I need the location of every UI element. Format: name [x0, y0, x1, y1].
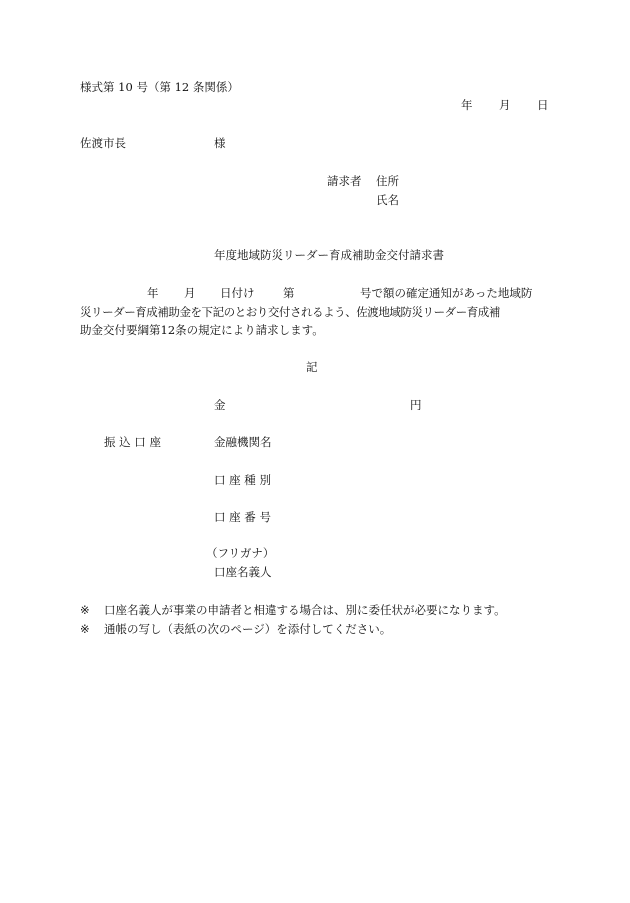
- addressee-honorific: 様: [214, 136, 226, 150]
- body-line1-suffix: 号で額の確定通知があった地域防: [360, 286, 533, 300]
- date-day-label: 日: [537, 98, 549, 112]
- body-month: 月: [184, 286, 196, 300]
- body-line2: 災リーダー育成補助金を下記のとおり交付されるよう、佐渡地域防災リーダー育成補: [80, 305, 500, 319]
- amount-label: 金: [214, 398, 226, 412]
- requester-label: 請求者: [327, 174, 362, 188]
- body-year: 年: [147, 286, 159, 300]
- note-mark: ※: [80, 622, 90, 636]
- body-number-prefix: 第: [283, 286, 295, 300]
- note-text: 口座名義人が事業の申請者と相違する場合は、別に委任状が必要になります。: [104, 603, 506, 617]
- date-year-label: 年: [461, 98, 473, 112]
- bank-account-number-label: 口 座 番 号: [214, 510, 271, 524]
- addressee-mayor: 佐渡市長: [80, 136, 126, 150]
- body-dated: 日付け: [220, 286, 255, 300]
- note-text: 通帳の写し（表紙の次のページ）を添付してください。: [104, 622, 392, 636]
- note-mark: ※: [80, 603, 90, 617]
- date-month-label: 月: [499, 98, 511, 112]
- bank-furigana-label: （フリガナ）: [206, 546, 275, 560]
- document-title: 年度地域防災リーダー育成補助金交付請求書: [214, 248, 444, 262]
- amount-unit: 円: [410, 398, 422, 412]
- bank-account-holder-label: 口座名義人: [214, 565, 272, 579]
- ki-heading: 記: [306, 360, 318, 374]
- requester-name-label: 氏名: [376, 193, 399, 207]
- body-line3: 助金交付要綱第12条の規定により請求します。: [80, 323, 324, 337]
- bank-account-type-label: 口 座 種 別: [214, 473, 271, 487]
- bank-section-label: 振 込 口 座: [104, 435, 161, 449]
- bank-institution-label: 金融機関名: [214, 435, 272, 449]
- form-number-label: 様式第 10 号（第 12 条関係）: [80, 80, 239, 94]
- requester-address-label: 住所: [376, 174, 399, 188]
